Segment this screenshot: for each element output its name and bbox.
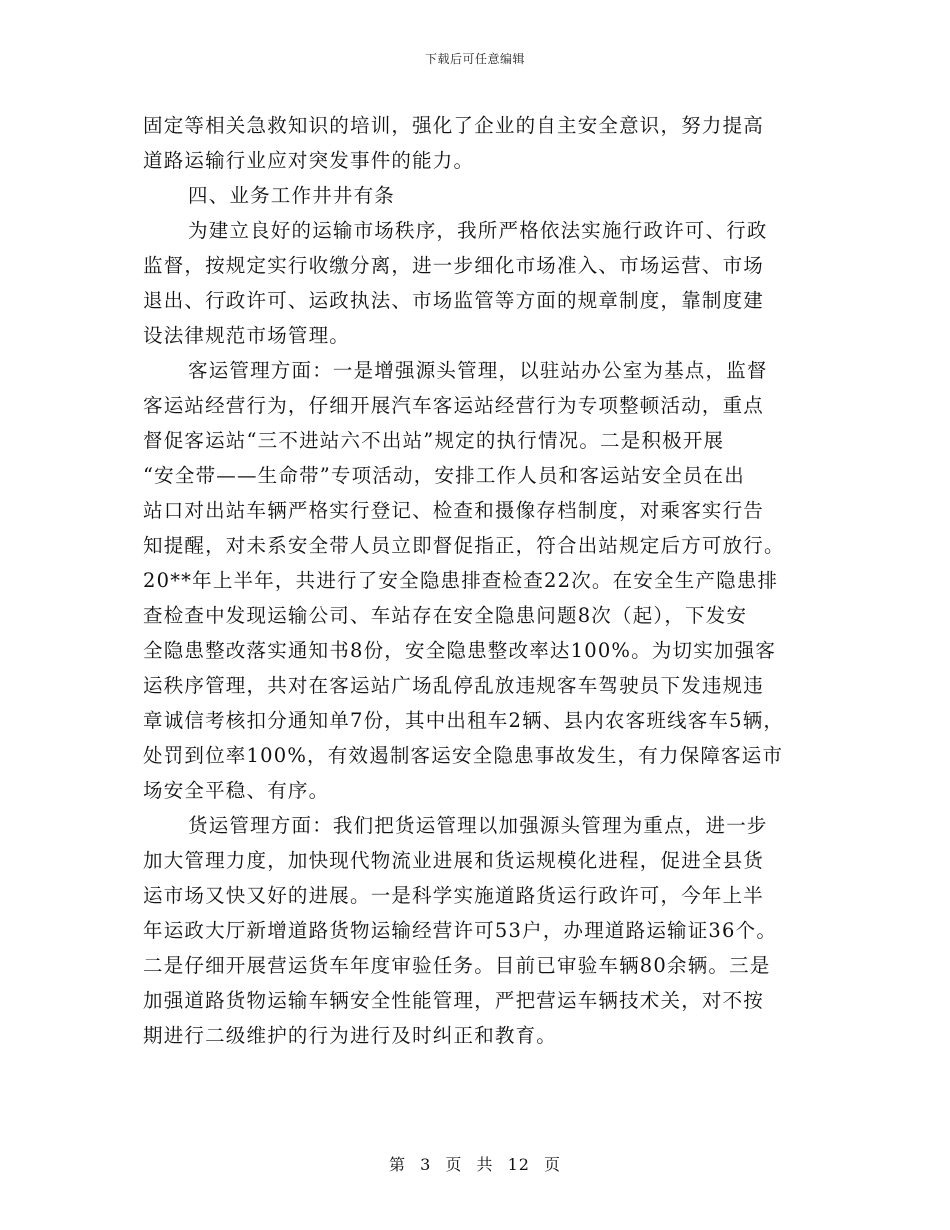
body-line: 道路运输行业应对突发事件的能力。	[143, 149, 475, 172]
body-line: 设法律规范市场管理。	[143, 324, 351, 347]
page-header: 下载后可任意编辑	[424, 52, 525, 66]
footer-page-unit: 页	[445, 1155, 463, 1174]
footer-total-unit: 页	[544, 1155, 562, 1174]
body-line: 固定等相关急救知识的培训，强化了企业的自主安全意识，努力提高	[143, 114, 765, 137]
body-line: 章诚信考核扣分通知单7份，其中出租车2辆、县内农客班线客车5辆，	[143, 709, 785, 732]
body-line: 场安全平稳、有序。	[143, 779, 330, 802]
body-line: 全隐患整改落实通知书8份，安全隐患整改率达100%。为切实加强客	[143, 639, 777, 662]
body-line: 运秩序管理，共对在客运站广场乱停乱放违规客车驾驶员下发违规违	[143, 674, 765, 697]
body-line: 站口对出站车辆严格实行登记、检查和摄像存档制度，对乘客实行告	[143, 499, 765, 522]
footer-page-number: 3	[420, 1155, 432, 1174]
body-line: 监督，按规定实行收缴分离，进一步细化市场准入、市场运营、市场	[143, 254, 765, 277]
paragraph-start: 货运管理方面：我们把货运管理以加强源头管理为重点，进一步	[188, 814, 768, 837]
footer-total-prefix: 共	[476, 1155, 494, 1174]
body-line: 查检查中发现运输公司、车站存在安全隐患问题8次（起），下发安	[143, 604, 748, 627]
body-line: 期进行二级维护的行为进行及时纠正和教育。	[143, 1024, 558, 1047]
body-line: 督促客运站“三不进站六不出站”规定的执行情况。二是积极开展	[143, 429, 725, 452]
body-line: 客运站经营行为，仔细开展汽车客运站经营行为专项整顿活动，重点	[143, 394, 765, 417]
body-line: 处罚到位率100%，有效遏制客运安全隐患事故发生，有力保障客运市	[143, 744, 784, 767]
paragraph-start: 为建立良好的运输市场秩序，我所严格依法实施行政许可、行政	[188, 219, 768, 242]
section-heading: 四、业务工作井井有条	[188, 184, 396, 207]
body-line: 运市场又快又好的进展。一是科学实施道路货运行政许可，今年上半	[143, 884, 765, 907]
page-footer	[0, 1152, 950, 1175]
body-line: 加强道路货物运输车辆安全性能管理，严把营运车辆技术关，对不按	[143, 989, 765, 1012]
body-line: 年运政大厅新增道路货物运输经营许可53户，办理道路运输证36个。	[143, 919, 778, 942]
paragraph-start: 客运管理方面：一是增强源头管理，以驻站办公室为基点，监督	[188, 359, 768, 382]
document-body	[143, 108, 833, 1053]
body-line: 20**年上半年，共进行了安全隐患排查检查22次。在安全生产隐患排	[143, 569, 779, 592]
body-line: “安全带——生命带”专项活动，安排工作人员和客运站安全员在出	[143, 464, 745, 487]
body-line: 知提醒，对未系安全带人员立即督促指正，符合出站规定后方可放行。	[143, 534, 785, 557]
body-line: 退出、行政许可、运政执法、市场监管等方面的规章制度，靠制度建	[143, 289, 765, 312]
footer-total-pages: 12	[507, 1155, 530, 1174]
body-line: 加大管理力度，加快现代物流业进展和货运规模化进程，促进全县货	[143, 849, 765, 872]
footer-prefix: 第	[388, 1155, 406, 1174]
body-line: 二是仔细开展营运货车年度审验任务。目前已审验车辆80余辆。三是	[143, 954, 771, 977]
